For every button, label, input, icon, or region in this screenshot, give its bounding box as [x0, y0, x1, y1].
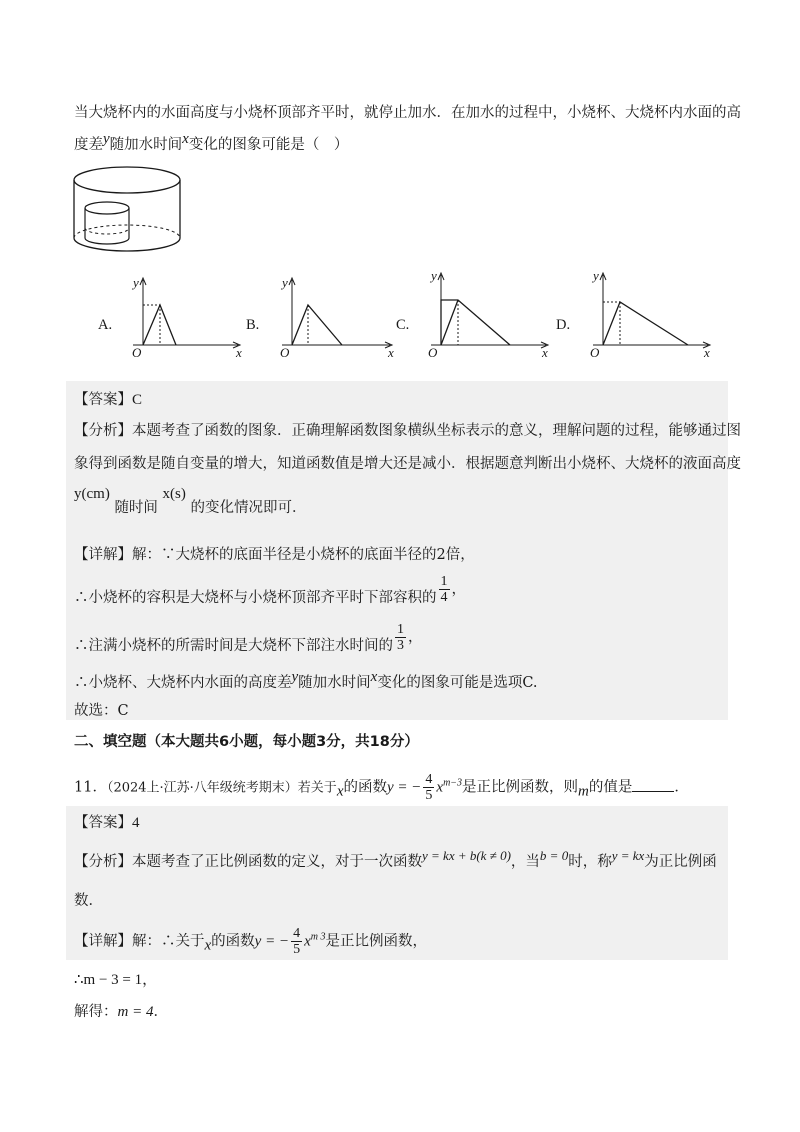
text-fragment: 随加水时间	[109, 136, 183, 153]
answer-11	[74, 811, 140, 832]
question-10-line-1: 当大烧杯内的水面高度与小烧杯顶部齐平时，就停止加水．在加水的过程中，小烧杯、大烧杯内水面的高	[74, 105, 741, 121]
origin-label: O	[132, 345, 142, 360]
question-11	[74, 772, 689, 803]
beaker-illustration	[70, 165, 185, 255]
function-exponent: m−3	[443, 777, 463, 789]
text-fragment: ，当	[510, 853, 540, 870]
text-fragment: 度差	[74, 136, 103, 153]
option-c-label: C.	[396, 317, 410, 333]
text-fragment: 的变化情况即可．	[190, 500, 307, 516]
origin-label: O	[590, 345, 600, 360]
var-x-s: x(s)	[162, 486, 186, 502]
text-fragment: 是正比例函数，则	[462, 779, 579, 796]
option-d-label: D.	[556, 317, 571, 333]
var-m: m	[578, 783, 589, 800]
text-fragment: 随加水时间	[298, 674, 371, 691]
analysis-text: 本题考查了正比例函数的定义，对于一次函数	[132, 853, 422, 870]
solution-11	[74, 1000, 168, 1021]
function-exponent: m 3	[310, 931, 326, 943]
section-2-heading: 二、填空题（本大题共6小题，每小题3分，共18分）	[74, 734, 419, 750]
function-lhs: y = −	[254, 933, 290, 950]
text-fragment: 的函数	[343, 779, 387, 796]
proportional-function: y = kx	[611, 848, 645, 863]
y-axis-label: y	[282, 275, 288, 290]
answer-10	[74, 388, 142, 409]
y-axis-label: y	[133, 275, 139, 290]
numerator: 4	[293, 926, 301, 941]
text-fragment: 为正比例函	[644, 853, 717, 870]
option-b-graph	[280, 275, 400, 360]
text-fragment: ∴小烧杯的容积是大烧杯与小烧杯顶部齐平时下部容积的	[74, 589, 437, 606]
detail-label: 【详解】	[74, 933, 132, 950]
detail-10-line-4	[74, 669, 538, 692]
analysis-label: 【分析】	[74, 423, 132, 439]
text-fragment: 随时间	[114, 500, 158, 516]
text-fragment: 的函数	[211, 933, 255, 950]
var-x: x	[370, 669, 378, 685]
option-c-graph	[428, 270, 553, 360]
var-x: x	[204, 937, 212, 954]
function-lhs: y = −	[386, 779, 422, 796]
var-y-cm: y(cm)	[74, 486, 110, 502]
answer-value: 4	[132, 815, 140, 831]
text-fragment: ，	[451, 581, 466, 598]
function-base: x	[436, 779, 444, 796]
analysis-10-line-2: 象得到函数是随自变量的增大，知道函数值是增大还是减小．根据题意判断出小烧杯、大烧杯的液面高度	[74, 456, 741, 472]
option-d-graph	[590, 270, 715, 360]
question-source: （2024上·江苏·八年级统考期末）若关于	[106, 780, 337, 796]
option-a-graph	[128, 275, 248, 360]
detail-10-line-1	[74, 543, 475, 564]
text-fragment: ．	[674, 779, 689, 796]
var-x: x	[182, 131, 189, 147]
text-fragment: 的值是	[588, 779, 633, 796]
text-fragment: 变化的图象可能是（ ）	[188, 136, 349, 153]
fraction-one-third	[395, 622, 406, 653]
fraction-four-fifths	[423, 772, 434, 803]
text-fragment: 解：∴关于	[132, 933, 205, 950]
text-fragment: 是正比例函数，	[325, 933, 427, 950]
answer-value: C	[132, 392, 143, 408]
x-axis-label: x	[388, 345, 394, 360]
b-equals-zero: b = 0	[539, 848, 569, 863]
detail-10-line-2	[74, 574, 466, 605]
text-fragment: ．	[153, 1004, 168, 1020]
question-number: 11．	[74, 779, 107, 796]
choose-10: 故选：C	[74, 703, 129, 719]
origin-label: O	[280, 345, 290, 360]
analysis-10-line-1	[74, 419, 741, 440]
numerator: 1	[397, 622, 404, 637]
linear-function: y = kx + b(k ≠ 0)	[422, 848, 511, 863]
detail-10-line-3	[74, 622, 423, 653]
var-y: y	[291, 669, 299, 685]
analysis-text: 本题考查了函数的图象．正确理解函数图象横纵坐标表示的意义，理解问题的过程，能够通过图	[132, 423, 741, 439]
answer-label: 【答案】	[74, 815, 132, 831]
analysis-11-line-2: 数．	[74, 893, 103, 909]
text-fragment: ∴注满小烧杯的所需时间是大烧杯下部注水时间的	[74, 637, 393, 654]
var-y: y	[103, 131, 110, 147]
denominator: 4	[440, 590, 448, 605]
detail-label: 【详解】	[74, 547, 132, 563]
x-axis-label: x	[704, 345, 710, 360]
numerator: 4	[425, 772, 433, 787]
answer-blank	[632, 779, 674, 792]
text-fragment: ∴小烧杯、大烧杯内水面的高度差	[74, 674, 292, 691]
var-x: x	[336, 783, 344, 800]
denominator: 5	[425, 788, 433, 803]
y-axis-label: y	[593, 268, 599, 283]
equation-m-minus-3: ∴m − 3 = 1，	[74, 972, 158, 988]
fraction-one-fourth	[439, 574, 450, 605]
function-base: x	[304, 933, 311, 950]
detail-11-line-1	[74, 926, 427, 957]
question-10-line-2	[74, 131, 348, 154]
origin-label: O	[428, 345, 438, 360]
analysis-10-line-3	[74, 486, 307, 516]
text-fragment: 时，称	[568, 853, 612, 870]
option-b-label: B.	[246, 317, 260, 333]
denominator: 3	[397, 638, 404, 653]
fraction-four-fifths	[291, 926, 302, 957]
text-fragment: ，	[408, 629, 423, 646]
x-axis-label: x	[236, 345, 242, 360]
denominator: 5	[293, 942, 301, 957]
detail-text: 解：∵大烧杯的底面半径是小烧杯的底面半径的2倍，	[132, 547, 475, 563]
solve-label: 解得：	[74, 1004, 118, 1020]
text-fragment: 变化的图象可能是选项C.	[377, 674, 538, 691]
solve-value: m = 4	[117, 1004, 154, 1020]
analysis-11-line-1	[74, 848, 717, 871]
analysis-label: 【分析】	[74, 853, 132, 870]
option-a-label: A.	[98, 317, 113, 333]
y-axis-label: y	[431, 268, 437, 283]
answer-label: 【答案】	[74, 392, 132, 408]
x-axis-label: x	[542, 345, 548, 360]
numerator: 1	[440, 574, 448, 589]
